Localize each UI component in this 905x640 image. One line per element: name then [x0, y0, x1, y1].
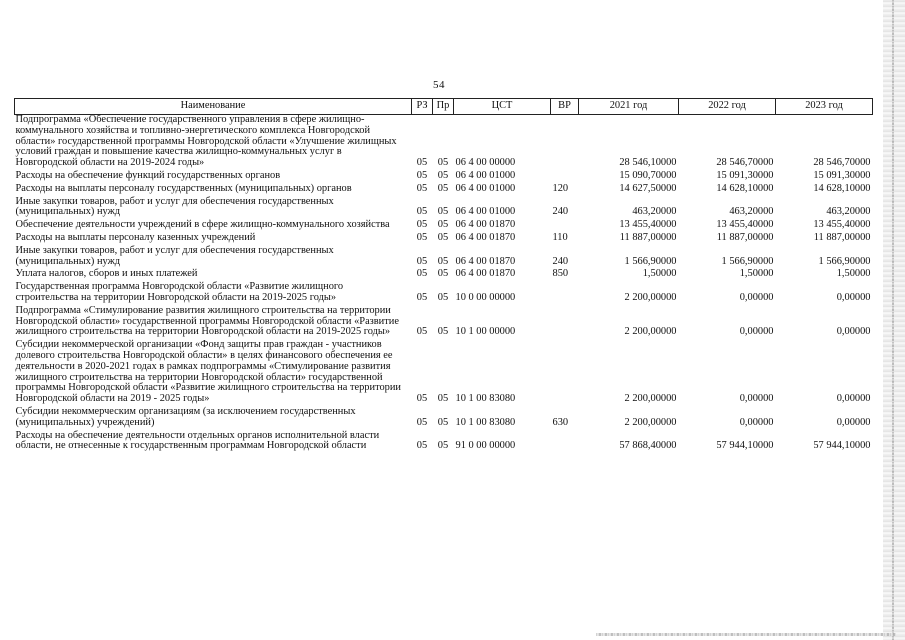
table-row	[15, 282, 873, 306]
row-cst: 06 4 00 01000	[455, 206, 516, 218]
row-rz: 05	[416, 268, 428, 280]
row-vr	[551, 431, 579, 455]
row-name: Расходы на выплаты персоналу казенных учреждений	[15, 231, 256, 243]
header-2022: 2022 год	[679, 99, 776, 115]
header-2021: 2021 год	[579, 99, 679, 115]
table-row	[15, 184, 873, 197]
row-2023: 463,20000	[826, 206, 871, 218]
table-row	[15, 197, 873, 221]
row-cst: 06 4 00 01870	[455, 219, 516, 231]
page-number: 54	[433, 79, 445, 91]
row-pr: 05	[437, 291, 449, 303]
row-vr: 120	[552, 182, 569, 194]
row-2023: 11 887,00000	[813, 231, 871, 243]
header-vr: ВР	[551, 99, 579, 115]
row-vr	[551, 171, 579, 184]
row-cst: 10 1 00 00000	[455, 326, 516, 338]
row-2021: 13 455,40000	[619, 219, 677, 231]
row-2021: 28 546,10000	[619, 157, 677, 169]
row-2022: 0,00000	[739, 291, 774, 303]
row-2021: 2 200,00000	[624, 416, 677, 428]
row-pr: 05	[437, 255, 449, 267]
table-row	[15, 233, 873, 246]
row-pr: 05	[437, 393, 449, 405]
row-name: Подпрограмма «Стимулирование развития жилищного строительства на территории Новгородской области» государственной программы Новгородской области «Развитие жилищного строительства на территории Новгородской области на 2019-2025 годы»	[15, 304, 399, 338]
row-vr	[551, 115, 579, 171]
row-2022: 13 455,40000	[716, 219, 774, 231]
row-2021: 2 200,00000	[624, 291, 677, 303]
row-name: Государственная программа Новгородской области «Развитие жилищного строительства на территории Новгородской области на 2019-2025 годы»	[15, 281, 344, 303]
row-2021: 463,20000	[632, 206, 677, 218]
header-row	[15, 99, 873, 115]
row-cst: 06 4 00 00000	[455, 157, 516, 169]
row-vr: 850	[552, 268, 569, 280]
row-2021: 2 200,00000	[624, 393, 677, 405]
row-cst: 10 1 00 83080	[455, 416, 516, 428]
row-2023: 0,00000	[836, 393, 871, 405]
row-name: Уплата налогов, сборов и иных платежей	[15, 268, 198, 280]
row-pr: 05	[437, 219, 449, 231]
row-2022: 14 628,10000	[716, 182, 774, 194]
row-cst: 06 4 00 01000	[455, 182, 516, 194]
row-pr: 05	[437, 169, 449, 181]
row-2023: 0,00000	[836, 416, 871, 428]
table-row	[15, 171, 873, 184]
row-rz: 05	[416, 231, 428, 243]
row-2023: 1,50000	[836, 268, 871, 280]
row-2022: 1 566,90000	[721, 255, 774, 267]
row-pr: 05	[437, 416, 449, 428]
row-2023: 1 566,90000	[818, 255, 871, 267]
row-vr	[551, 306, 579, 340]
row-2023: 14 628,10000	[813, 182, 871, 194]
row-pr: 05	[437, 326, 449, 338]
row-2021: 15 090,70000	[619, 169, 677, 181]
row-name: Субсидии некоммерческим организациям (за исключением государственных (муниципальных) учреждений)	[15, 405, 356, 428]
row-2021: 14 627,50000	[619, 182, 677, 194]
header-cst: ЦСТ	[454, 99, 551, 115]
row-cst: 91 0 00 00000	[455, 440, 516, 452]
table-row	[15, 340, 873, 407]
row-rz: 05	[416, 206, 428, 218]
row-vr	[551, 340, 579, 407]
row-rz: 05	[416, 219, 428, 231]
row-vr: 630	[552, 416, 569, 428]
row-2022: 0,00000	[739, 393, 774, 405]
row-name: Субсидии некоммерческой организации «Фонд защиты прав граждан - участников долевого строительства Новгородской области» в целях финансового обеспечения ее деятельности в 2020-2021 годах в рамках подпрограммы «Стимулирование развития жилищного строительства на территории Новгородской области» государственной программы Новгородской области «Развитие жилищного строительства на территории Новгородской области на 2019 - 2025 годы»	[15, 339, 401, 405]
row-rz: 05	[416, 182, 428, 194]
scan-edge-artifact	[883, 0, 905, 640]
row-2022: 15 091,30000	[716, 169, 774, 181]
header-pr: Пр	[433, 99, 454, 115]
row-name: Иные закупки товаров, работ и услуг для обеспечения государственных (муниципальных) нужд	[15, 244, 334, 267]
row-2022: 28 546,70000	[716, 157, 774, 169]
row-2023: 0,00000	[836, 326, 871, 338]
row-2022: 57 944,10000	[716, 440, 774, 452]
row-cst: 10 1 00 83080	[455, 393, 516, 405]
row-2023: 28 546,70000	[813, 157, 871, 169]
row-2022: 0,00000	[739, 416, 774, 428]
row-vr: 240	[552, 255, 569, 267]
row-2021: 11 887,00000	[619, 231, 677, 243]
row-2023: 0,00000	[836, 291, 871, 303]
table-row	[15, 246, 873, 270]
table-row	[15, 407, 873, 431]
table-row	[15, 115, 873, 171]
row-name: Расходы на выплаты персоналу государственных (муниципальных) органов	[15, 182, 352, 194]
row-rz: 05	[416, 157, 428, 169]
row-rz: 05	[416, 291, 428, 303]
row-2021: 1,50000	[642, 268, 677, 280]
row-2023: 13 455,40000	[813, 219, 871, 231]
row-name: Расходы на обеспечение функций государственных органов	[15, 169, 281, 181]
row-rz: 05	[416, 416, 428, 428]
row-pr: 05	[437, 206, 449, 218]
row-pr: 05	[437, 440, 449, 452]
table-row	[15, 431, 873, 455]
row-vr	[551, 282, 579, 306]
row-cst: 10 0 00 00000	[455, 291, 516, 303]
row-name: Подпрограмма «Обеспечение государственного управления в сфере жилищно-коммунального хозяйства и топливно-энергетического комплекса Новгородской области» государственной программы Новгородской области «Улучшение жилищных условий граждан и повышение качества жилищно-коммунальных услуг в Новгородской области на 2019-2024 годы»	[15, 114, 397, 169]
row-rz: 05	[416, 169, 428, 181]
row-pr: 05	[437, 182, 449, 194]
row-cst: 06 4 00 01870	[455, 231, 516, 243]
row-name: Иные закупки товаров, работ и услуг для обеспечения государственных (муниципальных) нужд	[15, 195, 334, 218]
header-name: Наименование	[15, 99, 412, 115]
row-pr: 05	[437, 231, 449, 243]
row-cst: 06 4 00 01000	[455, 169, 516, 181]
row-2022: 11 887,00000	[716, 231, 774, 243]
row-cst: 06 4 00 01870	[455, 255, 516, 267]
row-2022: 0,00000	[739, 326, 774, 338]
row-vr: 240	[552, 206, 569, 218]
row-pr: 05	[437, 157, 449, 169]
row-2021: 2 200,00000	[624, 326, 677, 338]
row-2022: 1,50000	[739, 268, 774, 280]
row-rz: 05	[416, 440, 428, 452]
row-2021: 57 868,40000	[619, 440, 677, 452]
row-2023: 15 091,30000	[813, 169, 871, 181]
budget-table	[14, 98, 873, 454]
row-cst: 06 4 00 01870	[455, 268, 516, 280]
row-pr: 05	[437, 268, 449, 280]
row-2023: 57 944,10000	[813, 440, 871, 452]
header-2023: 2023 год	[776, 99, 873, 115]
row-2022: 463,20000	[729, 206, 774, 218]
row-rz: 05	[416, 326, 428, 338]
row-name: Расходы на обеспечение деятельности отдельных органов исполнительной власти области, не отнесенные к государственным программам Новгородской области	[15, 429, 380, 452]
row-rz: 05	[416, 393, 428, 405]
scan-bottom-artifact	[596, 633, 896, 636]
table-row	[15, 306, 873, 340]
row-rz: 05	[416, 255, 428, 267]
row-name: Обеспечение деятельности учреждений в сфере жилищно-коммунального хозяйства	[15, 219, 390, 231]
header-rz: РЗ	[412, 99, 433, 115]
row-2021: 1 566,90000	[624, 255, 677, 267]
row-vr: 110	[552, 231, 568, 243]
